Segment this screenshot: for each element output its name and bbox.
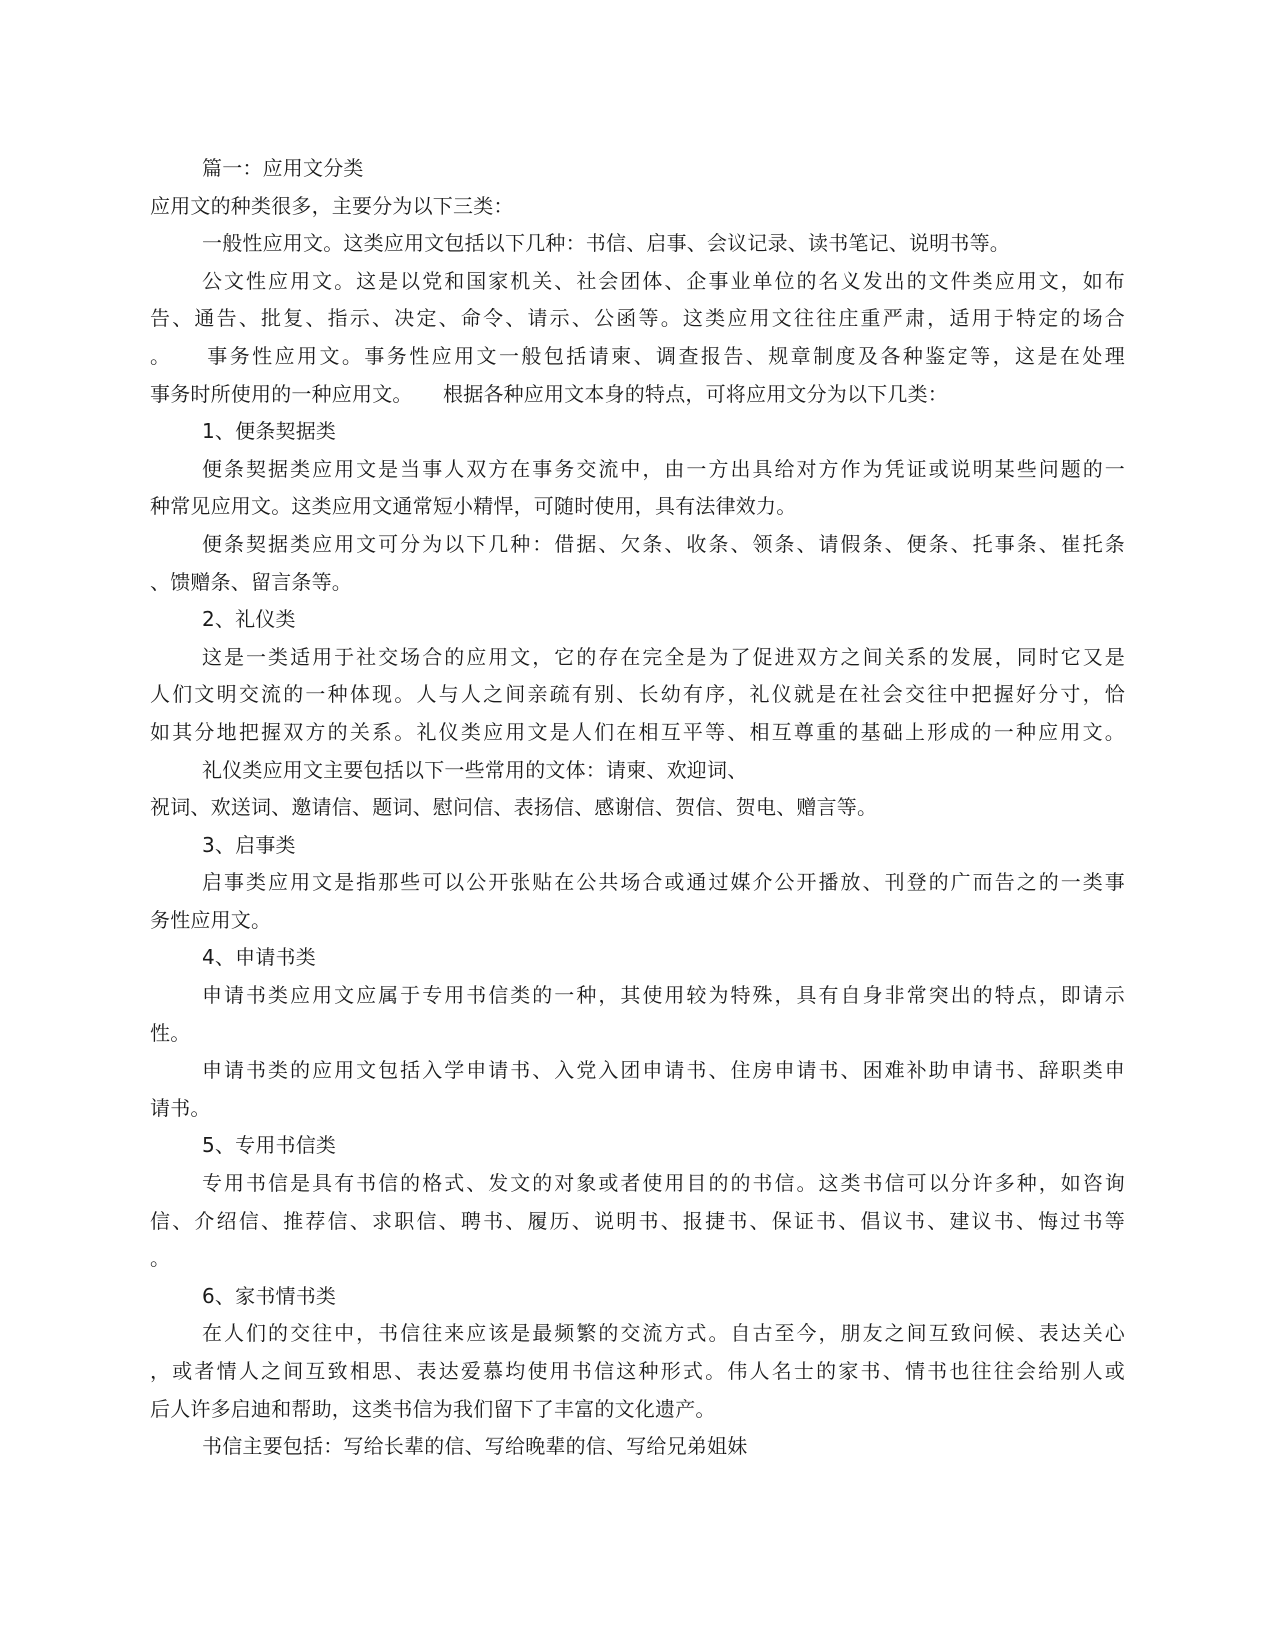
category-heading: 3、启事类 <box>202 832 296 857</box>
paragraph-line: 种常见应用文。这类应用文通常短小精悍，可随时使用，具有法律效力。 <box>150 494 797 519</box>
category-heading: 4、申请书类 <box>202 945 316 970</box>
paragraph-line: ，或者情人之间互致相思、表达爱慕均使用书信这种形式。伟人名士的家书、情书也往往会给别人或 <box>150 1359 1125 1383</box>
paragraph-line: 一般性应用文。这类应用文包括以下几种：书信、启事、会议记录、读书笔记、说明书等。 <box>202 231 1010 256</box>
paragraph-line: 在人们的交往中，书信往来应该是最频繁的交流方式。自古至今，朋友之间互致问候、表达关心 <box>202 1321 1125 1346</box>
category-heading: 1、便条契据类 <box>202 419 337 444</box>
paragraph-line: 、馈赠条、留言条等。 <box>150 569 352 594</box>
paragraph-line: 。 事务性应用文。事务性应用文一般包括请柬、调查报告、规章制度及各种鉴定等，这是在处理 <box>150 343 1125 368</box>
paragraph-line: 申请书类应用文应属于专用书信类的一种，其使用较为特殊，具有自身非常突出的特点，即请示 <box>202 983 1125 1008</box>
paragraph-line: 祝词、欢送词、邀请信、题词、慰问信、表扬信、感谢信、贺信、贺电、赠言等。 <box>150 795 878 820</box>
document-page <box>150 150 1125 1466</box>
paragraph-line: 告、通告、批复、指示、决定、命令、请示、公函等。这类应用文往往庄重严肃，适用于特定的场合 <box>150 306 1125 331</box>
paragraph-line: 书信主要包括：写给长辈的信、写给晚辈的信、写给兄弟姐妹 <box>202 1434 748 1459</box>
category-heading: 2、礼仪类 <box>202 607 296 632</box>
paragraph-line: 性。 <box>150 1020 191 1045</box>
category-heading: 6、家书情书类 <box>202 1283 337 1308</box>
paragraph-line: 申请书类的应用文包括入学申请书、入党入团申请书、住房申请书、困难补助申请书、辞职类申 <box>202 1058 1125 1083</box>
paragraph-line: 人们文明交流的一种体现。人与人之间亲疏有别、长幼有序，礼仪就是在社会交往中把握好分寸，恰 <box>150 682 1125 707</box>
paragraph-line: 启事类应用文是指那些可以公开张贴在公共场合或通过媒介公开播放、刊登的广而告之的一类事 <box>202 870 1125 895</box>
paragraph-line: 专用书信是具有书信的格式、发文的对象或者使用目的的书信。这类书信可以分许多种，如咨询 <box>202 1171 1125 1196</box>
paragraph-line: 务性应用文。 <box>150 907 272 932</box>
paragraph-line: 。 <box>150 1246 171 1271</box>
paragraph-line: 便条契据类应用文可分为以下几种：借据、欠条、收条、领条、请假条、便条、托事条、崔托条 <box>202 531 1125 556</box>
section-heading: 篇一：应用文分类 <box>202 156 364 180</box>
paragraph-line: 礼仪类应用文主要包括以下一些常用的文体：请柬、欢迎词、 <box>202 757 748 782</box>
paragraph-line: 这是一类适用于社交场合的应用文，它的存在完全是为了促进双方之间关系的发展，同时它又是 <box>202 644 1125 669</box>
paragraph-line: 应用文的种类很多，主要分为以下三类： <box>150 193 514 218</box>
paragraph-line: 便条契据类应用文是当事人双方在事务交流中，由一方出具给对方作为凭证或说明某些问题的一 <box>202 456 1125 481</box>
paragraph-line: 后人许多启迪和帮助，这类书信为我们留下了丰富的文化遗产。 <box>150 1396 716 1421</box>
paragraph-line: 信、介绍信、推荐信、求职信、聘书、履历、说明书、报捷书、保证书、倡议书、建议书、悔过书等 <box>150 1208 1125 1233</box>
paragraph-line: 如其分地把握双方的关系。礼仪类应用文是人们在相互平等、相互尊重的基础上形成的一种应用文。 <box>150 719 1125 744</box>
paragraph-line: 请书。 <box>150 1095 211 1120</box>
category-heading: 5、专用书信类 <box>202 1133 337 1158</box>
paragraph-line: 公文性应用文。这是以党和国家机关、社会团体、企事业单位的名义发出的文件类应用文，如布 <box>202 268 1125 293</box>
paragraph-line: 事务时所使用的一种应用文。 根据各种应用文本身的特点，可将应用文分为以下几类： <box>150 381 948 406</box>
